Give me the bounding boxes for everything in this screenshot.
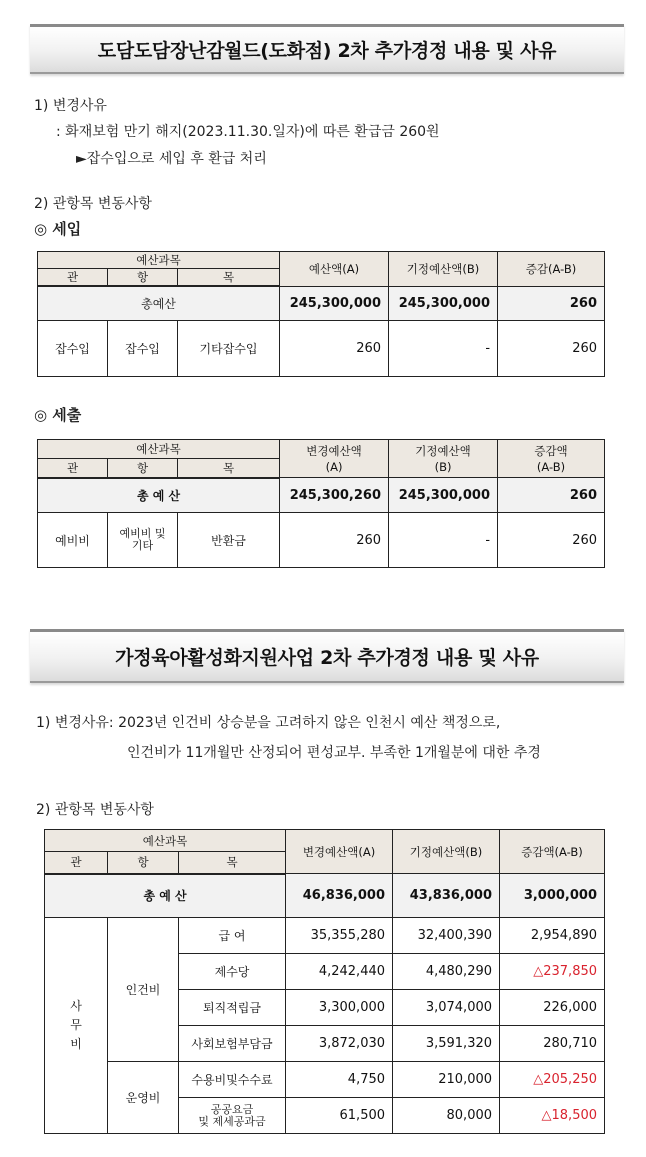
expense-row-mok: 반환금 (178, 513, 280, 568)
table-row (38, 513, 605, 568)
expense-col-mok: 목 (178, 459, 280, 478)
s2-col-b: 기정예산액(B) (393, 830, 500, 874)
s2-col-hang: 항 (108, 852, 179, 874)
s2-row-b: 80,000 (393, 1098, 500, 1134)
s2-row-mok: 사회보험부담금 (179, 1026, 286, 1062)
s2-row-mok: 퇴직적립금 (179, 990, 286, 1026)
s2-row-mok-line1: 공공요금 (210, 1102, 254, 1116)
s2-row-a: 35,355,280 (286, 918, 393, 954)
s2-row-mok-line2: 및 제세공과금 (198, 1114, 266, 1128)
expense-row-b: - (389, 513, 498, 568)
section1-title: 도담도담장난감월드(도화점) 2차 추가경정 내용 및 사유 (97, 40, 557, 62)
expense-col-a-line2: (A) (325, 459, 343, 474)
s2-row-b: 3,074,000 (393, 990, 500, 1026)
revenue-col-gwan: 관 (38, 269, 108, 287)
s2-row-diff: 2,954,890 (500, 918, 605, 954)
s2-row-a: 3,872,030 (286, 1026, 393, 1062)
s2-row-diff: △237,850 (500, 954, 605, 990)
section1-reason-line: : 화재보험 만기 해지(2023.11.30.일자)에 따른 환급금 260원 (56, 124, 440, 140)
s2-row-b: 3,591,320 (393, 1026, 500, 1062)
s2-col-diff: 증감액(A-B) (500, 830, 605, 874)
section2-title-banner (30, 629, 624, 683)
expense-total-b: 245,300,000 (389, 478, 498, 513)
expense-col-hang: 항 (108, 459, 178, 478)
s2-row-a: 61,500 (286, 1098, 393, 1134)
s2-row-diff: △205,250 (500, 1062, 605, 1098)
table-row (45, 1062, 605, 1098)
revenue-row-hang: 잡수입 (108, 320, 178, 376)
s2-row-mok: 급 여 (179, 918, 286, 954)
expense-col-b-line1: 기정예산액 (415, 443, 471, 458)
expense-row-a: 260 (280, 513, 389, 568)
s2-gwan-char-1: 사 (70, 999, 82, 1013)
expense-row-diff: 260 (498, 513, 605, 568)
revenue-group-header: 예산과목 (38, 252, 280, 269)
revenue-total-a: 245,300,000 (280, 286, 389, 320)
s2-row-b: 4,480,290 (393, 954, 500, 990)
expense-row-hang-line2: 기타 (131, 539, 154, 552)
s2-row-a: 4,242,440 (286, 954, 393, 990)
expense-col-a (280, 440, 389, 478)
expense-label: ◎ 세출 (34, 406, 82, 424)
revenue-row-gwan: 잡수입 (38, 320, 108, 376)
expense-row-gwan: 예비비 (38, 513, 108, 568)
s2-hang-personnel: 인건비 (108, 918, 179, 1062)
section1-reason-subline: ►잡수입으로 세입 후 환급 처리 (76, 151, 267, 167)
expense-group-header: 예산과목 (38, 440, 280, 459)
s2-gwan-cell (45, 918, 108, 1134)
revenue-row-b: - (389, 320, 498, 376)
section2-reason-line2: 인건비가 11개월만 산정되어 편성교부. 부족한 1개월분에 대한 추경 (127, 745, 541, 761)
section2-title: 가정육아활성화지원사업 2차 추가경정 내용 및 사유 (115, 647, 539, 669)
revenue-label: ◎ 세입 (34, 220, 82, 238)
expense-table (37, 439, 605, 568)
expense-col-b (389, 440, 498, 478)
expense-total-label: 총 예 산 (38, 478, 280, 513)
revenue-col-a: 예산액(A) (280, 252, 389, 287)
s2-col-gwan: 관 (45, 852, 108, 874)
revenue-row-mok: 기타잡수입 (178, 320, 280, 376)
revenue-col-mok: 목 (178, 269, 280, 287)
s2-row-b: 210,000 (393, 1062, 500, 1098)
s2-row-a: 3,300,000 (286, 990, 393, 1026)
revenue-total-diff: 260 (498, 286, 605, 320)
revenue-total-label: 총예산 (38, 286, 280, 320)
s2-col-mok: 목 (179, 852, 286, 874)
expense-row-hang-line1: 예비비 및 (119, 527, 166, 540)
expense-total-a: 245,300,260 (280, 478, 389, 513)
revenue-col-b: 기정예산액(B) (389, 252, 498, 287)
section1-items-heading: 2) 관항목 변동사항 (34, 196, 152, 212)
s2-total-a: 46,836,000 (286, 874, 393, 918)
expense-col-a-line1: 변경예산액 (306, 443, 362, 458)
s2-row-mok (179, 1098, 286, 1134)
revenue-total-b: 245,300,000 (389, 286, 498, 320)
s2-row-mok: 제수당 (179, 954, 286, 990)
expense-col-diff-line1: 증감액 (534, 443, 568, 458)
s2-gwan-char-2: 무 (70, 1018, 82, 1032)
s2-row-diff: 226,000 (500, 990, 605, 1026)
s2-row-diff: △18,500 (500, 1098, 605, 1134)
expense-total-diff: 260 (498, 478, 605, 513)
revenue-row-diff: 260 (498, 320, 605, 376)
s2-row-mok: 수용비및수수료 (179, 1062, 286, 1098)
s2-gwan-char-3: 비 (70, 1037, 82, 1051)
s2-total-diff: 3,000,000 (500, 874, 605, 918)
section2-reason-line1: 1) 변경사유: 2023년 인건비 상승분을 고려하지 않은 인천시 예산 책정으로, (36, 715, 501, 731)
revenue-col-hang: 항 (108, 269, 178, 287)
project-budget-table (44, 829, 605, 1134)
table-row (45, 918, 605, 954)
s2-total-label: 총 예 산 (45, 874, 286, 918)
s2-total-b: 43,836,000 (393, 874, 500, 918)
section1-reason-heading: 1) 변경사유 (34, 98, 107, 114)
revenue-row-a: 260 (280, 320, 389, 376)
revenue-table (37, 251, 605, 377)
s2-row-b: 32,400,390 (393, 918, 500, 954)
expense-col-gwan: 관 (38, 459, 108, 478)
s2-hang-operation: 운영비 (108, 1062, 179, 1134)
s2-col-a: 변경예산액(A) (286, 830, 393, 874)
expense-col-b-line2: (B) (434, 459, 452, 474)
table-row (38, 320, 605, 376)
expense-col-diff-line2: (A-B) (536, 459, 566, 474)
section2-items-heading: 2) 관항목 변동사항 (36, 802, 154, 818)
s2-row-a: 4,750 (286, 1062, 393, 1098)
expense-col-diff (498, 440, 605, 478)
revenue-col-diff: 증감(A-B) (498, 252, 605, 287)
expense-row-hang (108, 513, 178, 568)
s2-row-diff: 280,710 (500, 1026, 605, 1062)
section1-title-banner (30, 24, 624, 74)
s2-group-header: 예산과목 (45, 830, 286, 852)
